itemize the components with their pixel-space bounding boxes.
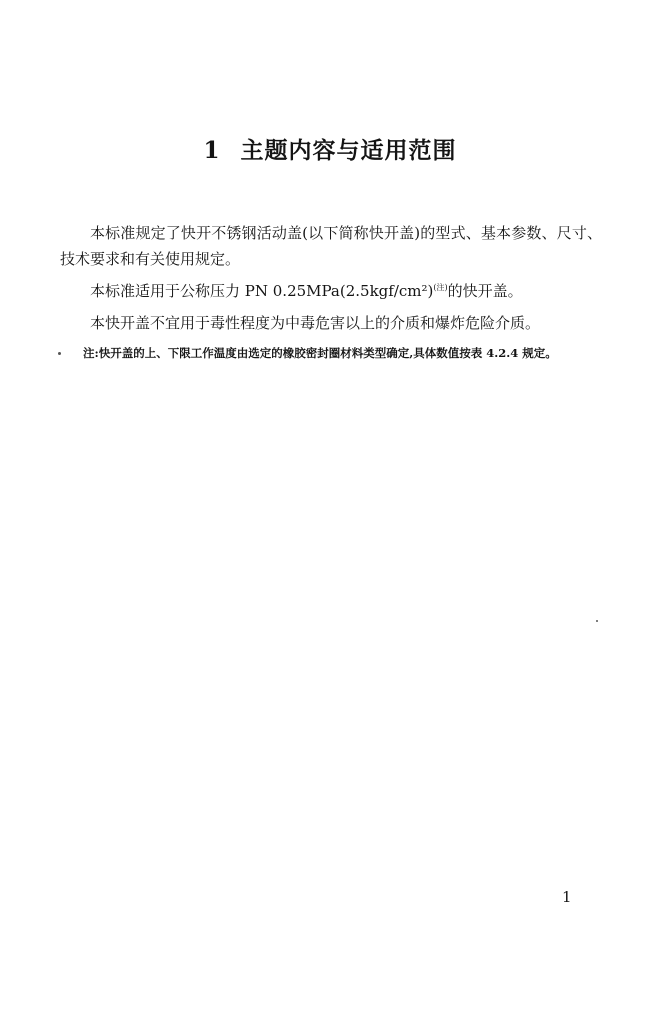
page-number: 1 <box>562 888 572 906</box>
paragraph-scope: 本标准规定了快开不锈钢活动盖(以下简称快开盖)的型式、基本参数、尺寸、技术要求和有关使用规定。 <box>60 224 602 268</box>
paragraph-restriction: 本快开盖不宜用于毒性程度为中毒危害以上的介质和爆炸危险介质。 <box>90 314 541 332</box>
section-heading <box>0 132 660 165</box>
section-title: 主题内容与适用范围 <box>240 137 457 164</box>
body-text <box>60 220 602 364</box>
paragraph-applicability-text: 本标准适用于公称压力 PN 0.25MPa(2.5kgf/cm²) <box>90 282 434 300</box>
footnote-marker: (注) <box>433 283 448 292</box>
note-text: 注:快开盖的上、下限工作温度由选定的橡胶密封圈材料类型确定,具体数值按表 4.2.4 规定。 <box>83 346 557 360</box>
section-number: 1 <box>203 137 221 164</box>
scan-speck <box>596 620 598 622</box>
paragraph-applicability <box>60 278 602 304</box>
paragraph-applicability-end: 的快开盖。 <box>447 282 523 300</box>
scan-speck <box>58 352 61 355</box>
